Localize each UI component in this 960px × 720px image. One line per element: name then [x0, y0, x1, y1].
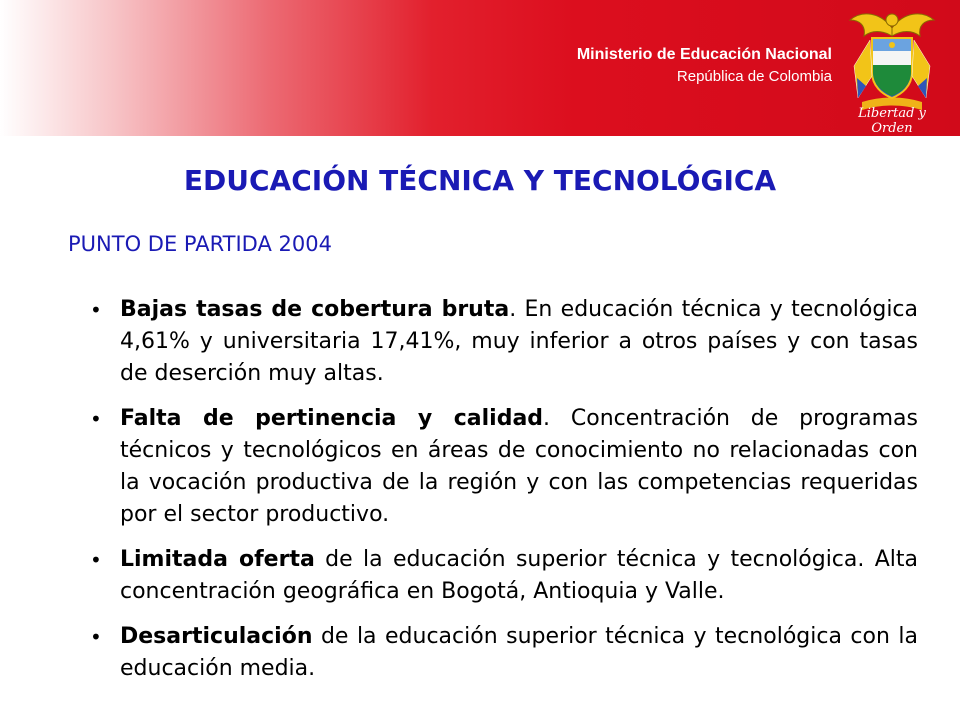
bullet-icon: •: [90, 548, 102, 572]
bullet-heading: Falta de pertinencia y calidad: [120, 406, 544, 431]
bullet-icon: •: [90, 625, 102, 649]
bullet-icon: •: [90, 298, 102, 322]
country-name: República de Colombia: [676, 68, 832, 85]
bullet-text: de la educación superior técnica y tecnológica. Alta concentración geográfica en Bogotá, Antioquia y Valle.: [120, 547, 918, 604]
bullet-text: . En educación técnica y tecnológica 4,61% y universitaria 17,41%, muy inferior a otros países y con tasas de deserción muy altas.: [120, 297, 919, 386]
bullet-text: . Concentración de programas técnicos y tecnológicos en áreas de conocimiento no relacionadas con la vocación productiva de la región y con las competencias requeridas por el sector productivo.: [120, 406, 918, 527]
bullet-text: de la educación superior técnica y tecnológica con la educación media.: [120, 624, 918, 681]
list-item: [86, 621, 918, 685]
list-item: [86, 403, 918, 531]
ministry-block: [577, 44, 832, 88]
list-item: [86, 544, 918, 608]
page-title: EDUCACIÓN TÉCNICA Y TECNOLÓGICA: [183, 164, 777, 197]
bullet-list: [86, 294, 918, 698]
list-item: [86, 294, 918, 390]
bullet-heading: Desarticulación: [120, 624, 313, 649]
page-subtitle: PUNTO DE PARTIDA 2004: [68, 232, 332, 256]
bullet-heading: Bajas tasas de cobertura bruta: [120, 297, 510, 322]
ministry-name: Ministerio de Educación Nacional: [576, 46, 832, 63]
bullet-heading: Limitada oferta: [120, 547, 315, 572]
coat-motto: Libertad y Orden: [858, 106, 926, 136]
bullet-icon: •: [90, 407, 102, 431]
